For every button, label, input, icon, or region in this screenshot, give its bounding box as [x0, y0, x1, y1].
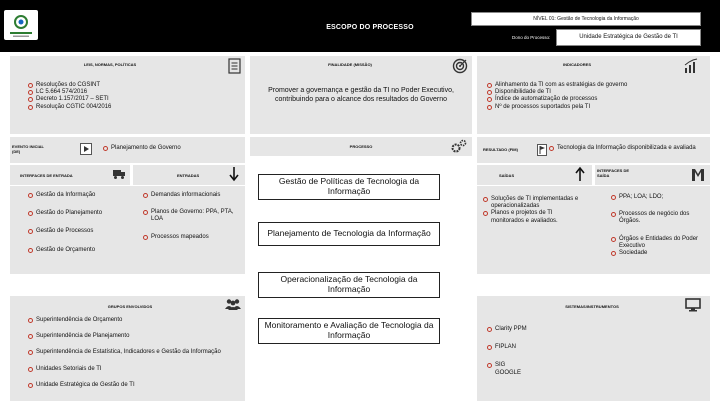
- owner-label: Dono do Processo:: [512, 35, 551, 40]
- owner-box: [556, 29, 701, 46]
- list-item: Processos mapeados: [143, 234, 241, 241]
- bases-title: LEIS, NORMAS, POLÍTICAS: [83, 62, 137, 67]
- participants-title: GRUPOS ENVOLVIDOS: [107, 304, 153, 309]
- list-item: Alinhamento da TI com as estratégias de governo: [487, 82, 707, 89]
- list-item: Unidades Setoriais de TI: [28, 366, 238, 373]
- list-item: Nº de processos suportados pela TI: [487, 104, 707, 111]
- bullet-icon: [103, 146, 108, 151]
- truck-icon: [112, 168, 126, 180]
- list-item: Unidade Estratégica de Gestão de TI: [28, 382, 238, 389]
- bullet-icon: [28, 229, 33, 234]
- people-icon: [224, 298, 242, 310]
- arrow-up-icon: [575, 166, 585, 182]
- bases-panel: [10, 56, 245, 134]
- process-step-3: Operacionalização de Tecnologia da Informação: [258, 272, 440, 298]
- output-interfaces-title: INTERFACES DE SAÍDA: [597, 168, 630, 178]
- bases-list: [28, 82, 238, 111]
- bullet-icon: [143, 210, 148, 215]
- event-text: Planejamento de Governo: [111, 145, 181, 151]
- purpose-title: FINALIDADE (MISSÃO): [328, 62, 372, 67]
- indicators-title: INDICADORES: [562, 62, 591, 67]
- list-item: Gestão do Planejamento: [28, 210, 138, 217]
- process-step-4: Monitoramento e Avaliação de Tecnologia da Informação: [258, 318, 440, 344]
- bullet-icon: [28, 334, 33, 339]
- result-panel: [477, 137, 710, 163]
- bullet-icon: [487, 363, 492, 368]
- event-panel: [10, 137, 245, 163]
- bullet-icon: [487, 105, 492, 110]
- indicators-list: [487, 82, 707, 111]
- bullet-icon: [28, 211, 33, 216]
- inputs-header: [133, 165, 245, 185]
- document-icon: [228, 58, 242, 74]
- output-interfaces-header: [595, 165, 710, 185]
- bar-chart-icon: [683, 58, 699, 74]
- outputs-title: SAÍDAS: [499, 173, 515, 178]
- bullet-icon: [28, 193, 33, 198]
- owner-value: Unidade Estratégica de Gestão de TI: [579, 34, 678, 40]
- organization-logo: [4, 10, 38, 40]
- list-item: Processos de negócio dos Órgãos.: [611, 211, 707, 225]
- gears-icon: [450, 138, 468, 154]
- bullet-icon: [487, 327, 492, 332]
- systems-panel: [477, 296, 710, 401]
- level-box: [471, 12, 701, 26]
- list-item: PPA; LOA; LDO;: [611, 194, 707, 201]
- indicators-panel: [477, 56, 710, 134]
- event-title: EVENTO INICIAL (DE): [12, 144, 44, 154]
- bullet-icon: [28, 318, 33, 323]
- bullet-icon: [28, 90, 33, 95]
- flag-icon: [537, 144, 547, 156]
- network-icon: [691, 168, 705, 182]
- systems-list: [487, 326, 687, 377]
- monitor-icon: [685, 298, 701, 312]
- list-item: Demandas informacionais: [143, 192, 241, 199]
- bullet-icon: [487, 83, 492, 88]
- purpose-panel: [250, 56, 472, 134]
- outputs-list: [483, 196, 583, 225]
- list-item: Órgãos e Entidades do Poder Executivo: [611, 236, 707, 250]
- input-interfaces-title: INTERFACES DE ENTRADA: [20, 173, 73, 178]
- bullet-icon: [28, 350, 33, 355]
- list-item: GOOGLE: [495, 369, 522, 376]
- list-item: Decreto 1.157/2017 – SETI: [28, 96, 238, 103]
- list-item: LC 5.664 574/2016: [28, 89, 238, 96]
- list-item: Planos de Governo: PPA, PTA, LOA: [143, 209, 241, 223]
- list-item: [549, 145, 709, 152]
- participants-panel: [10, 296, 245, 401]
- list-item: Clarity PPM: [487, 326, 687, 333]
- bullet-icon: [483, 197, 488, 202]
- list-item: [103, 145, 243, 152]
- output-interfaces-list: [611, 194, 707, 257]
- event-list: [103, 145, 243, 152]
- bullet-icon: [487, 97, 492, 102]
- bullet-icon: [28, 248, 33, 253]
- bullet-icon: [483, 211, 488, 216]
- process-step-2: Planejamento de Tecnologia da Informação: [258, 222, 440, 246]
- list-item: Superintendência de Planejamento: [28, 333, 238, 340]
- level-label: NÍVEL 01: Gestão de Tecnologia da Informação: [533, 16, 639, 22]
- list-item: Gestão de Orçamento: [28, 247, 138, 254]
- output-body-panel: [477, 186, 710, 274]
- inputs-list: [143, 192, 241, 241]
- list-item: Resoluções do CGSINT: [28, 82, 238, 89]
- bullet-icon: [28, 83, 33, 88]
- list-item: Disponibilidade de TI: [487, 89, 707, 96]
- list-item: SIG: [487, 362, 687, 369]
- page-title: ESCOPO DO PROCESSO: [326, 24, 414, 31]
- purpose-text: Promover a governança e gestão da TI no Poder Executivo, contribuindo para o alcance dos resultados do Governo: [268, 87, 454, 104]
- list-item: Planos e projetos de TI monitorados e avaliados.: [483, 210, 583, 224]
- outputs-header: [477, 165, 592, 185]
- list-item: Gestão da Informação: [28, 192, 138, 199]
- result-title: RESULTADO (FIM): [483, 147, 518, 152]
- input-interfaces-list: [28, 192, 138, 254]
- list-item: Superintendência de Orçamento: [28, 317, 238, 324]
- list-item: Gestão de Processos: [28, 228, 138, 235]
- bullet-icon: [28, 105, 33, 110]
- input-body-panel: [10, 186, 245, 274]
- bullet-icon: [143, 235, 148, 240]
- arrow-down-icon: [229, 166, 239, 182]
- bullet-icon: [611, 237, 616, 242]
- bullet-icon: [487, 345, 492, 350]
- bullet-icon: [611, 212, 616, 217]
- list-item: Soluções de TI implementadas e operacionalizadas: [483, 196, 583, 210]
- list-item: Resolução CGTIC 004/2016: [28, 104, 238, 111]
- list-item: Índice de automatização de processos: [487, 96, 707, 103]
- play-icon: [80, 143, 92, 155]
- list-item: Superintendência de Estatística, Indicadores e Gestão da Informação: [28, 349, 238, 356]
- list-item: FIPLAN: [487, 344, 687, 351]
- result-text: Tecnologia da Informação disponibilizada e avaliada: [557, 145, 696, 151]
- bullet-icon: [143, 193, 148, 198]
- bullet-icon: [487, 90, 492, 95]
- bullet-icon: [611, 251, 616, 256]
- participants-list: [28, 317, 238, 389]
- process-title: PROCESSO: [349, 144, 373, 149]
- systems-title: SISTEMAS/INSTRUMENTOS: [565, 304, 619, 309]
- process-header-panel: [250, 137, 472, 156]
- bullet-icon: [549, 146, 554, 151]
- bullet-icon: [28, 97, 33, 102]
- bullet-icon: [28, 383, 33, 388]
- process-step-1: Gestão de Políticas de Tecnologia da Informação: [258, 174, 440, 200]
- bullet-icon: [611, 195, 616, 200]
- inputs-title: ENTRADAS: [177, 173, 200, 178]
- list-item: Sociedade: [611, 250, 707, 257]
- target-icon: [452, 58, 468, 74]
- result-list: [549, 145, 709, 152]
- bullet-icon: [28, 367, 33, 372]
- input-interfaces-header: [10, 165, 130, 185]
